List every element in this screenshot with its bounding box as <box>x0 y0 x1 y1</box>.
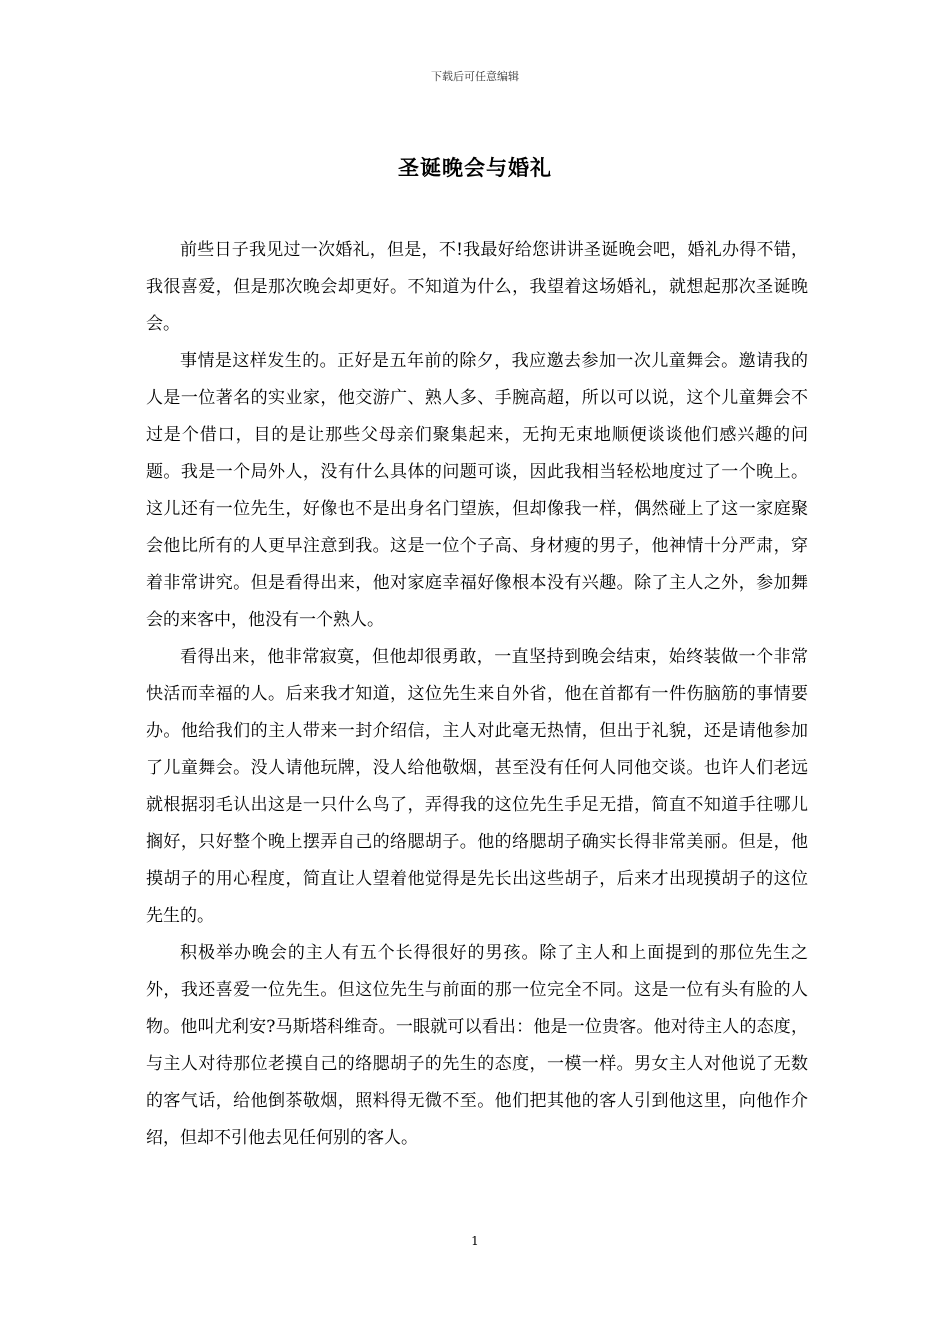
document-title: 圣诞晚会与婚礼 <box>398 155 552 180</box>
page-header: 下载后可任意编辑 <box>431 70 519 83</box>
paragraph-1: 前些日子我见过一次婚礼，但是，不!我最好给您讲讲圣诞晚会吧，婚礼办得不错，我很喜爱，但是那次晚会却更好。不知道为什么，我望着这场婚礼，就想起那次圣诞晚会。 <box>146 240 808 334</box>
paragraph-2: 事情是这样发生的。正好是五年前的除夕，我应邀去参加一次儿童舞会。邀请我的人是一位著名的实业家，他交游广、熟人多、手腕高超，所以可以说，这个儿童舞会不过是个借口，目的是让那些父母亲们聚集起来，无拘无束地顺便谈谈他们感兴趣的问题。我是一个局外人，没有什么具体的问题可谈，因此我相当轻松地度过了一个晚上。这儿还有一位先生，好像也不是出身名门望族，但却像我一样，偶然碰上了这一家庭聚会他比所有的人更早注意到我。这是一位个子高、身材瘦的男子，他神情十分严肃，穿着非常讲究。但是看得出来，他对家庭幸福好像根本没有兴趣。除了主人之外，参加舞会的来客中，他没有一个熟人。 <box>146 351 808 630</box>
paragraph-4: 积极举办晚会的主人有五个长得很好的男孩。除了主人和上面提到的那位先生之外，我还喜爱一位先生。但这位先生与前面的那一位完全不同。这是一位有头有脸的人物。他叫尤利安?马斯塔科维奇。一眼就可以看出：他是一位贵客。他对待主人的态度，与主人对待那位老摸自己的络腮胡子的先生的态度，一模一样。男女主人对他说了无数的客气话，给他倒茶敬烟，照料得无微不至。他们把其他的客人引到他这里，向他作介绍，但却不引他去见任何别的客人。 <box>146 943 808 1148</box>
paragraph-3: 看得出来，他非常寂寞，但他却很勇敢，一直坚持到晚会结束，始终装做一个非常快活而幸福的人。后来我才知道，这位先生来自外省，他在首都有一件伤脑筋的事情要办。他给我们的主人带来一封介绍信，主人对此毫无热情，但出于礼貌，还是请他参加了儿童舞会。没人请他玩牌，没人给他敬烟，甚至没有任何人同他交谈。也许人们老远就根据羽毛认出这是一只什么鸟了，弄得我的这位先生手足无措，简直不知道手往哪儿搁好，只好整个晚上摆弄自己的络腮胡子。他的络腮胡子确实长得非常美丽。但是，他摸胡子的用心程度，简直让人望着他觉得是先长出这些胡子，后来才出现摸胡子的这位先生的。 <box>146 647 808 926</box>
document-body <box>146 232 808 1157</box>
page-number: 1 <box>471 1234 479 1248</box>
